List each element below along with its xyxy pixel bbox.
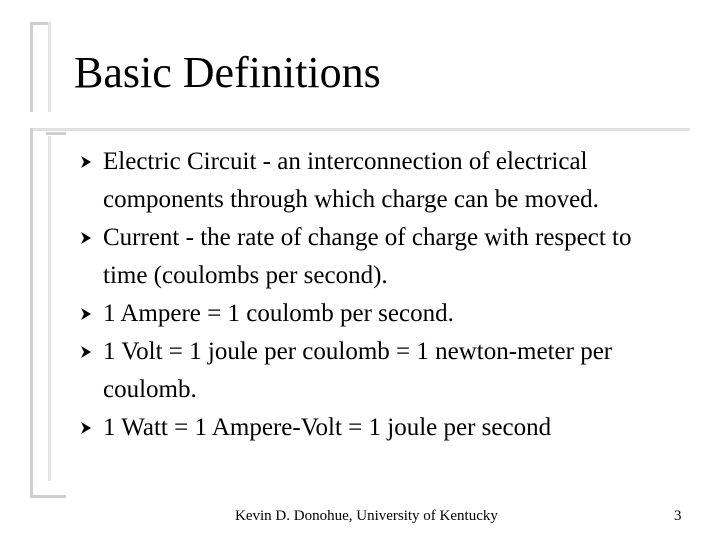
- page-number: 3: [674, 508, 682, 524]
- arrowhead-bullet-icon: [80, 307, 92, 321]
- arrowhead-bullet-icon: [80, 155, 92, 169]
- arrowhead-bullet-icon: [80, 421, 92, 435]
- bullet-text: Electric Circuit - an interconnection of electrical components through which charge can be moved.: [103, 148, 599, 213]
- slide-title: Basic Definitions: [74, 48, 381, 97]
- horizontal-rule: [30, 128, 690, 131]
- bullet-item: [80, 143, 680, 219]
- body-frame-line: [30, 128, 33, 498]
- bullet-list: [80, 143, 680, 447]
- bullet-text: 1 Watt = 1 Ampere-Volt = 1 joule per second: [103, 414, 552, 441]
- horizontal-rule-accent: [46, 132, 66, 135]
- footer-credit: Kevin D. Donohue, University of Kentucky: [235, 508, 498, 524]
- title-frame-top: [30, 22, 50, 25]
- bullet-text: Current - the rate of change of charge with respect to time (coulombs per second).: [103, 224, 632, 289]
- arrowhead-bullet-icon: [80, 231, 92, 245]
- bullet-item: [80, 295, 680, 333]
- bullet-text: 1 Ampere = 1 coulomb per second.: [103, 300, 454, 327]
- title-frame-inner-line: [48, 22, 51, 112]
- arrowhead-bullet-icon: [80, 345, 92, 359]
- bullet-item: [80, 333, 680, 409]
- bullet-item: [80, 219, 680, 295]
- title-frame-line: [30, 22, 33, 112]
- body-frame-inner-line: [48, 136, 51, 481]
- body-frame-bottom: [30, 495, 66, 498]
- bullet-item: [80, 409, 680, 447]
- bullet-text: 1 Volt = 1 joule per coulomb = 1 newton-meter per coulomb.: [103, 338, 613, 403]
